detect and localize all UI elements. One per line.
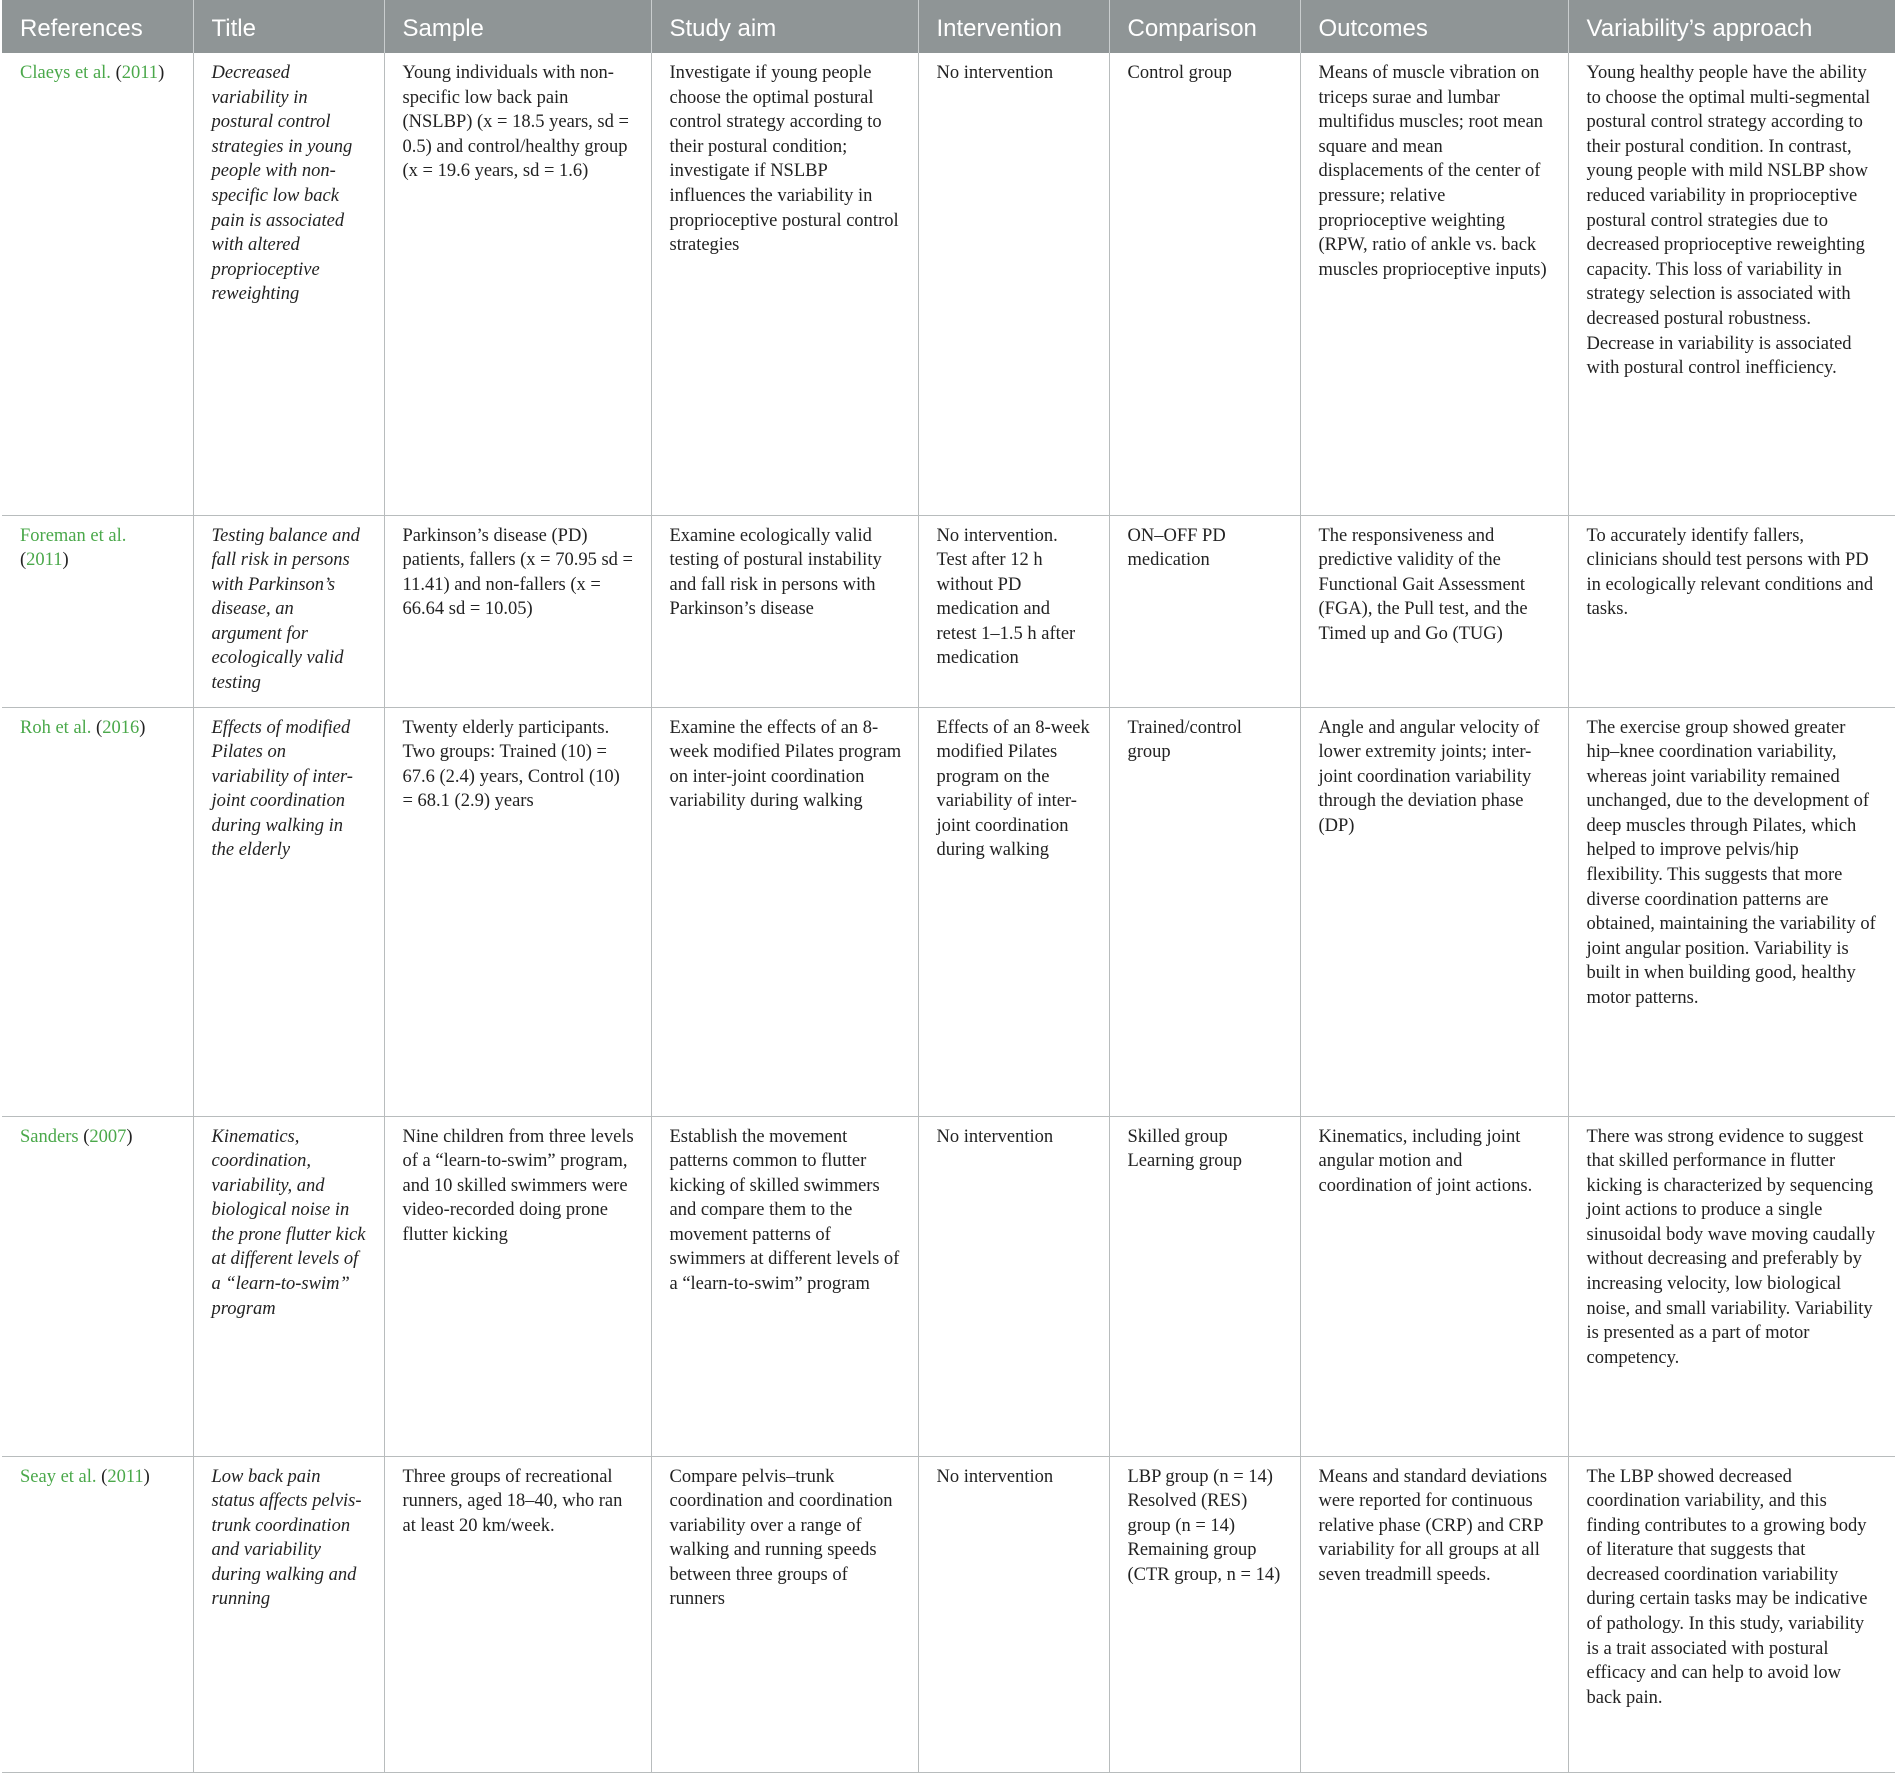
sample-cell: Twenty elderly participants. Two groups: Trained (10) = 67.6 (2.4) years, Control (10) = 68.1 (2.9) years bbox=[384, 707, 651, 1116]
reference-year-link[interactable]: 2011 bbox=[107, 1466, 144, 1487]
reference-cell: Seay et al. (2011) bbox=[2, 1456, 193, 1772]
reference-cell: Claeys et al. (2011) bbox=[2, 53, 193, 515]
reference-link[interactable]: Roh et al. bbox=[20, 717, 92, 738]
comparison-cell: Control group bbox=[1109, 53, 1300, 515]
header-comparison: Comparison bbox=[1109, 0, 1300, 53]
study-aim-cell: Establish the movement patterns common to flutter kicking of skilled swimmers and compare them to the movement patterns of swimmers at different levels of a “learn-to-swim” program bbox=[651, 1116, 918, 1456]
reference-link[interactable]: Seay et al. bbox=[20, 1466, 97, 1487]
outcomes-cell: Means of muscle vibration on triceps surae and lumbar multifidus muscles; root mean square and mean displacements of the center of pressure; relative proprioceptive weighting (RPW, ratio of ankle vs. back muscles proprioceptive inputs) bbox=[1300, 53, 1568, 515]
header-outcomes: Outcomes bbox=[1300, 0, 1568, 53]
table-row bbox=[2, 515, 1895, 707]
reference-year-link[interactable]: 2011 bbox=[121, 63, 159, 83]
intervention-cell: No intervention bbox=[918, 1456, 1109, 1772]
header-variability-approach: Variability’s approach bbox=[1568, 0, 1895, 53]
intervention-cell: No intervention bbox=[918, 53, 1109, 515]
variability-approach-cell: The LBP showed decreased coordination variability, and this finding contributes to a growing body of literature that suggests that decreased coordination variability during certain tasks may be indicative of pathology. In this study, variability is a trait associated with postural efficacy and can help to avoid low back pain. bbox=[1568, 1456, 1895, 1772]
comparison-cell: LBP group (n = 14) Resolved (RES) group (n = 14) Remaining group (CTR group, n = 14) bbox=[1109, 1456, 1300, 1772]
reference-cell: Roh et al. (2016) bbox=[2, 707, 193, 1116]
header-title: Title bbox=[193, 0, 384, 53]
study-aim-cell: Compare pelvis–trunk coordination and coordination variability over a range of walking and running speeds between three groups of runners bbox=[651, 1456, 918, 1772]
title-cell: Kinematics, coordination, variability, and biological noise in the prone flutter kick at different levels of a “learn-to-swim” program bbox=[193, 1116, 384, 1456]
reference-cell: Foreman et al. (2011) bbox=[2, 515, 193, 707]
studies-table bbox=[2, 0, 1895, 1773]
outcomes-cell: The responsiveness and predictive validity of the Functional Gait Assessment (FGA), the Pull test, and the Timed up and Go (TUG) bbox=[1300, 515, 1568, 707]
table-row bbox=[2, 53, 1895, 515]
title-cell: Testing balance and fall risk in persons with Parkinson’s disease, an argument for ecologically valid testing bbox=[193, 515, 384, 707]
header-sample: Sample bbox=[384, 0, 651, 53]
outcomes-cell: Means and standard deviations were reported for continuous relative phase (CRP) and CRP variability for all groups at all seven treadmill speeds. bbox=[1300, 1456, 1568, 1772]
title-cell: Low back pain status affects pelvis-trunk coordination and variability during walking and running bbox=[193, 1456, 384, 1772]
reference-link[interactable]: Sanders bbox=[20, 1126, 79, 1147]
reference-year-link[interactable]: 2016 bbox=[102, 717, 140, 738]
table-row bbox=[2, 1456, 1895, 1772]
header-intervention: Intervention bbox=[918, 0, 1109, 53]
variability-approach-cell: Young healthy people have the ability to choose the optimal multi-segmental postural control strategy according to their postural condition. In contrast, young people with mild NSLBP show reduced variability in proprioceptive postural control strategies due to decreased proprioceptive reweighting capacity. This loss of variability in strategy selection is associated with decreased postural robustness. Decrease in variability is associated with postural control inefficiency. bbox=[1568, 53, 1895, 515]
reference-year-link[interactable]: 2007 bbox=[89, 1126, 127, 1147]
study-aim-cell: Investigate if young people choose the optimal postural control strategy according to their postural condition; investigate if NSLBP influences the variability in proprioceptive postural control strategies bbox=[651, 53, 918, 515]
header-row bbox=[2, 0, 1895, 53]
outcomes-cell: Angle and angular velocity of lower extremity joints; inter-joint coordination variability through the deviation phase (DP) bbox=[1300, 707, 1568, 1116]
intervention-cell: No intervention bbox=[918, 1116, 1109, 1456]
reference-cell: Sanders (2007) bbox=[2, 1116, 193, 1456]
sample-cell: Parkinson’s disease (PD) patients, fallers (x = 70.95 sd = 11.41) and non-fallers (x = 66.64 sd = 10.05) bbox=[384, 515, 651, 707]
table-row bbox=[2, 707, 1895, 1116]
study-aim-cell: Examine the effects of an 8-week modified Pilates program on inter-joint coordination variability during walking bbox=[651, 707, 918, 1116]
sample-cell: Nine children from three levels of a “learn-to-swim” program, and 10 skilled swimmers were video-recorded doing prone flutter kicking bbox=[384, 1116, 651, 1456]
reference-link[interactable]: Foreman et al. bbox=[20, 525, 127, 546]
title-cell: Decreased variability in postural control strategies in young people with non-specific low back pain is associated with altered proprioceptive reweighting bbox=[193, 53, 384, 515]
comparison-cell: Skilled group Learning group bbox=[1109, 1116, 1300, 1456]
reference-year-link[interactable]: 2011 bbox=[26, 550, 63, 571]
header-study-aim: Study aim bbox=[651, 0, 918, 53]
comparison-cell: ON–OFF PD medication bbox=[1109, 515, 1300, 707]
outcomes-cell: Kinematics, including joint angular motion and coordination of joint actions. bbox=[1300, 1116, 1568, 1456]
reference-link[interactable]: Claeys et al. bbox=[20, 63, 111, 83]
sample-cell: Young individuals with non-specific low back pain (NSLBP) (x = 18.5 years, sd = 0.5) and control/healthy group (x = 19.6 years, sd = 1.6) bbox=[384, 53, 651, 515]
table-row bbox=[2, 1116, 1895, 1456]
intervention-cell: No intervention. Test after 12 h without PD medication and retest 1–1.5 h after medication bbox=[918, 515, 1109, 707]
variability-approach-cell: To accurately identify fallers, clinicians should test persons with PD in ecologically relevant conditions and tasks. bbox=[1568, 515, 1895, 707]
comparison-cell: Trained/control group bbox=[1109, 707, 1300, 1116]
header-references: References bbox=[2, 0, 193, 53]
study-aim-cell: Examine ecologically valid testing of postural instability and fall risk in persons with Parkinson’s disease bbox=[651, 515, 918, 707]
sample-cell: Three groups of recreational runners, aged 18–40, who ran at least 20 km/week. bbox=[384, 1456, 651, 1772]
intervention-cell: Effects of an 8-week modified Pilates program on the variability of inter-joint coordination during walking bbox=[918, 707, 1109, 1116]
variability-approach-cell: The exercise group showed greater hip–knee coordination variability, whereas joint variability remained unchanged, due to the development of deep muscles through Pilates, which helped to improve pelvis/hip flexibility. This suggests that more diverse coordination patterns are obtained, maintaining the variability of joint angular position. Variability is built in when building good, healthy motor patterns. bbox=[1568, 707, 1895, 1116]
title-cell: Effects of modified Pilates on variability of inter-joint coordination during walking in the elderly bbox=[193, 707, 384, 1116]
variability-approach-cell: There was strong evidence to suggest that skilled performance in flutter kicking is characterized by sequencing joint actions to produce a single sinusoidal body wave moving caudally without decreasing and preferably by increasing velocity, low biological noise, and small variability. Variability is presented as a part of motor competency. bbox=[1568, 1116, 1895, 1456]
